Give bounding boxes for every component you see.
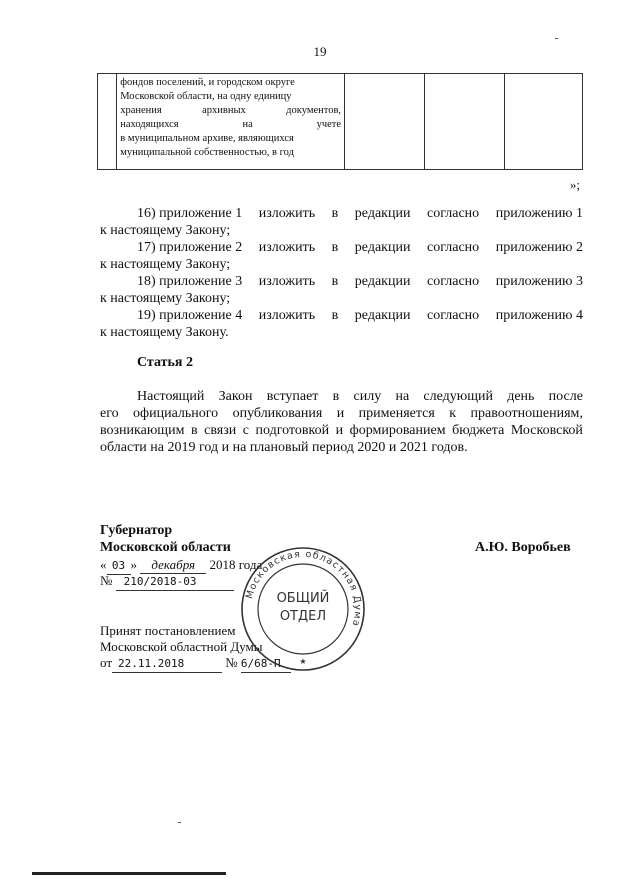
adoption-date: 22.11.2018 (112, 656, 222, 673)
word: архивных (202, 105, 246, 116)
word: в (332, 389, 340, 404)
article-heading: Статья 2 (137, 355, 193, 370)
amendment-tail: к настоящему Закону. (100, 325, 229, 340)
word: согласно (427, 240, 480, 255)
stamp-inner-line2: ОТДЕЛ (279, 609, 327, 624)
word: редакции (354, 274, 411, 289)
word: силу (353, 389, 382, 404)
date-year: 2018 года (209, 557, 263, 572)
word: возникающим (100, 423, 185, 438)
amendment-line (100, 205, 583, 222)
word: редакции (354, 240, 411, 255)
scan-speck (555, 38, 558, 39)
word: изложить (258, 274, 316, 289)
article-line (100, 388, 583, 405)
table-text-line (120, 118, 341, 132)
amendment-16 (100, 205, 583, 239)
word: документов, (286, 105, 342, 116)
word: приложение 1 (159, 206, 243, 221)
word: изложить (258, 206, 316, 221)
word: на (395, 389, 410, 404)
word: согласно (427, 274, 480, 289)
amendment-tail: к настоящему Закону; (100, 223, 231, 238)
article-line (100, 405, 583, 422)
date-month: декабря (140, 557, 206, 574)
table-cell-number (98, 74, 117, 170)
table-cell-value (345, 74, 425, 170)
word: официального (133, 406, 219, 421)
amendment-tail: к настоящему Закону; (100, 257, 231, 272)
number-label: № (225, 655, 238, 670)
quote-open: « (100, 557, 107, 572)
adoption-line2: Московской областной Думы (100, 639, 263, 654)
table-text-line: Московской области, на одну единицу (120, 91, 292, 102)
word: в (331, 308, 339, 323)
word: правоотношениям, (470, 406, 583, 421)
stamp-star: ★ (299, 657, 307, 666)
signature-name: А.Ю. Воробьев (475, 540, 571, 555)
word: в (331, 206, 339, 221)
amendment-number: 17) (137, 240, 156, 255)
word: его (100, 406, 119, 421)
word: приложению 1 (495, 206, 583, 221)
word: бюджета (452, 423, 505, 438)
word: формированием (349, 423, 446, 438)
word: находящихся (120, 119, 179, 130)
word: в (331, 274, 339, 289)
word: приложение 3 (159, 274, 243, 289)
signature-number (100, 573, 234, 591)
word: к (449, 406, 457, 421)
amendment-line (100, 307, 583, 324)
word: хранения (120, 105, 162, 116)
word: приложение 4 (159, 308, 243, 323)
table-text-line: фондов поселений, и городском округе (120, 77, 295, 88)
word: Московской (510, 423, 583, 438)
bottom-rule (32, 872, 226, 875)
word: приложение 2 (159, 240, 243, 255)
table-cell-value (505, 74, 583, 170)
office-stamp (240, 546, 366, 672)
word: изложить (258, 308, 316, 323)
article-line (100, 422, 583, 439)
word: опубликования (232, 406, 323, 421)
amendment-17 (100, 239, 583, 273)
word: изложить (258, 240, 316, 255)
word: учете (316, 119, 342, 130)
word: следующий (423, 389, 493, 404)
stamp-inner-line1: ОБЩИЙ (276, 591, 330, 606)
word: в (190, 423, 198, 438)
continued-table (97, 73, 583, 170)
word: с (242, 423, 249, 438)
word: редакции (354, 308, 411, 323)
number-label: № (100, 573, 113, 588)
table-text-line: муниципальной собственностью, в год (120, 147, 294, 158)
article-body (100, 388, 583, 456)
word: в (331, 240, 339, 255)
signature-title-line1: Губернатор (100, 523, 173, 538)
word: и (335, 423, 344, 438)
word: после (548, 389, 583, 404)
amendment-line (100, 239, 583, 256)
word: и (336, 406, 345, 421)
word: приложению 3 (495, 274, 583, 289)
word: вступает (266, 389, 319, 404)
amendment-number: 16) (137, 206, 156, 221)
word: Настоящий (137, 389, 205, 404)
table-text-line (120, 104, 341, 118)
word: Закон (218, 389, 253, 404)
amendment-number: 19) (137, 308, 156, 323)
word: приложению 2 (495, 240, 583, 255)
word: день (507, 389, 535, 404)
amendment-number: 18) (137, 274, 156, 289)
date-day: 03 (107, 558, 131, 575)
word: на (242, 119, 253, 130)
amendment-18 (100, 273, 583, 307)
adoption-line1: Принят постановлением (100, 623, 236, 638)
word: согласно (427, 206, 480, 221)
word: применяется (358, 406, 435, 421)
word: редакции (354, 206, 411, 221)
page-number: 19 (313, 44, 327, 59)
stamp-ring-text: Московская областная Дума (244, 548, 364, 629)
quote-close: » (130, 557, 137, 572)
word: подготовкой (255, 423, 330, 438)
amendment-tail: к настоящему Закону; (100, 291, 231, 306)
word: приложению 4 (495, 308, 583, 323)
word: согласно (427, 308, 480, 323)
word: связи (204, 423, 237, 438)
signature-title-line2: Московской области (100, 540, 231, 555)
amendment-19 (100, 307, 583, 341)
scan-speck (178, 822, 181, 823)
table-text-line: в муниципальном архиве, являющихся (120, 133, 294, 144)
table-cell-description (117, 74, 345, 170)
adoption-number: 6/68-П (241, 656, 291, 673)
number-value: 210/2018-03 (116, 574, 234, 591)
from-label: от (100, 655, 113, 670)
table-cell-value (425, 74, 505, 170)
amendment-line (100, 273, 583, 290)
closing-quote: »; (569, 177, 580, 192)
article-line: области на 2019 год и на плановый период 2020 и 2021 годов. (100, 440, 468, 455)
